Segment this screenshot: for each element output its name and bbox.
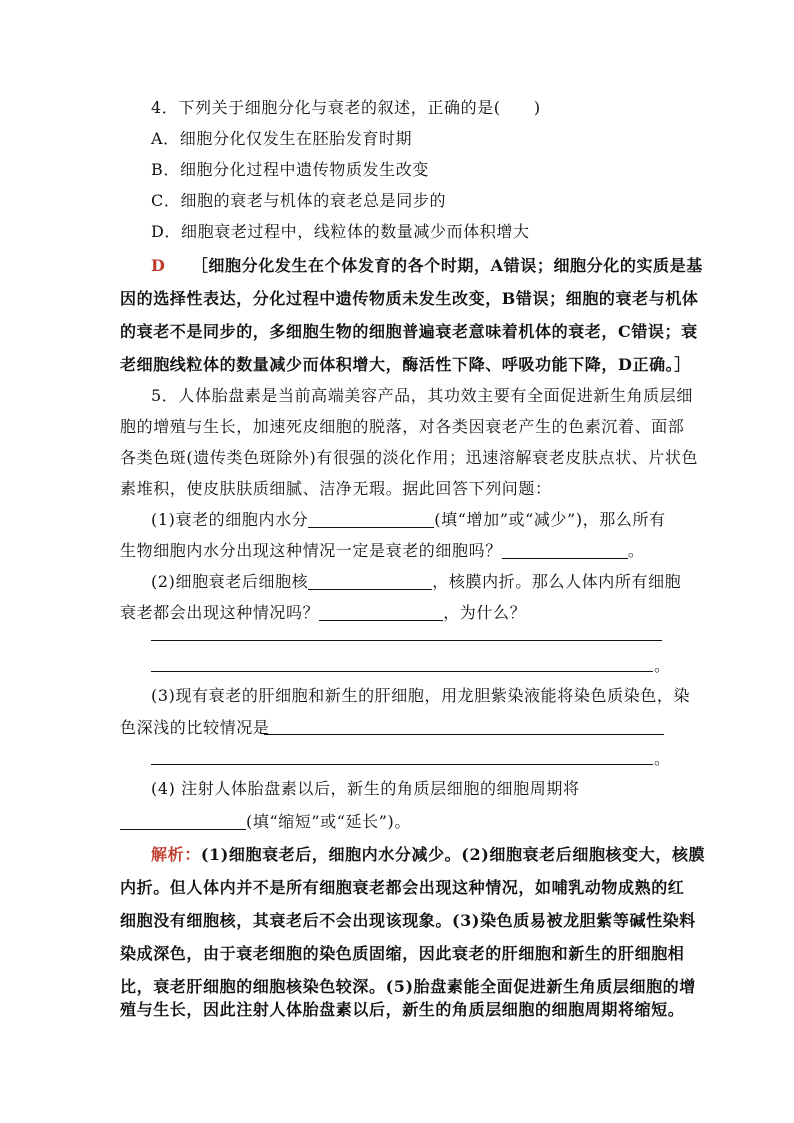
q5-part4-blank[interactable]: [120, 813, 246, 830]
q5-part1-blank-2[interactable]: [502, 542, 628, 559]
analysis-line-1: [151, 845, 705, 865]
q5-part2-text-b: ，核膜内折。那么人体内所有细胞: [432, 572, 682, 591]
q5-part2-end: 。: [654, 656, 671, 675]
q5-part2-line-1: [151, 572, 681, 592]
q4-option-c: C．细胞的衰老与机体的衰老总是同步的: [151, 191, 447, 210]
q4-option-b: B．细胞分化过程中遗传物质发生改变: [151, 160, 429, 179]
analysis-label: 解析：: [151, 845, 201, 864]
q4-stem: 4．下列关于细胞分化与衰老的叙述，正确的是( ): [151, 98, 541, 117]
q5-part1-blank-1[interactable]: [308, 511, 434, 528]
q5-part3-text-b: 色深浅的比较情况是: [120, 718, 270, 737]
q4-answer-letter: D: [151, 256, 166, 275]
q4-option-d: D．细胞衰老过程中，线粒体的数量减少而体积增大: [151, 222, 530, 241]
analysis-text-1: (1)细胞衰老后，细胞内水分减少。(2)细胞衰老后细胞核变大，核膜: [200, 845, 706, 864]
q5-part2-text-a: (2)细胞衰老后细胞核: [151, 572, 309, 591]
q5-part3-line-2: [120, 718, 269, 738]
q5-part3-line-1: (3)现有衰老的肝细胞和新生的肝细胞，用龙胆紫染液能将染色质染色，染: [151, 686, 691, 705]
q5-part4-line-1: (4) 注射人体胎盘素以后，新生的角质层细胞的细胞周期将: [151, 779, 580, 798]
q4-explanation-line-1: [151, 256, 703, 276]
q5-part3-blank-1[interactable]: [264, 734, 664, 735]
analysis-line-4: 染成深色，由于衰老细胞的染色质固缩，因此衰老的肝细胞和新生的肝细胞相: [120, 944, 685, 963]
q5-part2-blank-2[interactable]: [319, 604, 443, 621]
q4-explanation-line-2: 因的选择性表达，分化过程中遗传物质未发生改变，B错误；细胞的衰老与机体: [120, 289, 699, 308]
q5-part1-text-b: (填“增加”或“减少”)，那么所有: [434, 510, 666, 529]
q5-intro-line-2: 胞的增殖与生长，加速死皮细胞的脱落，对各类因衰老产生的色素沉着、面部: [120, 417, 685, 436]
q5-part1-text-a: (1)衰老的细胞内水分: [151, 510, 309, 529]
q5-part4-line-2: [120, 812, 411, 832]
analysis-line-2: 内折。但人体内并不是所有细胞衰老都会出现这种情况，如哺乳动物成熟的红: [120, 878, 685, 897]
q5-part2-answer-line-1[interactable]: [151, 640, 662, 641]
q5-intro-line-3: 各类色斑(遗传类色斑除外)有很强的淡化作用；迅速溶解衰老皮肤点状、片状色: [120, 448, 699, 467]
q5-part3-end: 。: [654, 749, 671, 768]
analysis-line-6: 殖与生长，因此注射人体胎盘素以后，新生的角质层细胞的细胞周期将缩短。: [120, 1000, 685, 1019]
q4-explanation-text-1: ［细胞分化发生在个体发育的各个时期，A错误；细胞分化的实质是基: [191, 256, 703, 275]
q5-part2-text-c: 衰老都会出现这种情况吗？: [120, 603, 320, 622]
q4-explanation-line-3: 的衰老不是同步的，多细胞生物的细胞普遍衰老意味着机体的衰老，C错误；衰: [120, 322, 698, 341]
q5-part1-line-2: [120, 541, 644, 561]
q5-part2-line-2: [120, 603, 526, 623]
q5-part1-text-c: 生物细胞内水分出现这种情况一定是衰老的细胞吗？: [120, 541, 502, 560]
q5-part3-answer-line-2[interactable]: [151, 764, 653, 765]
q5-part4-text-b: (填“缩短”或“延长”)。: [246, 812, 412, 831]
q4-option-a: A．细胞分化仅发生在胚胎发育时期: [151, 129, 413, 148]
q5-part1-line-1: [151, 510, 666, 530]
analysis-line-3: 细胞没有细胞核，其衰老后不会出现该现象。(3)染色质易被龙胆紫等碱性染料: [120, 911, 696, 930]
q5-part2-text-d: ，为什么？: [443, 603, 527, 622]
q5-intro-line-1: 5．人体胎盘素是当前高端美容产品，其功效主要有全面促进新生角质层细: [151, 386, 693, 405]
q5-part2-answer-line-2[interactable]: [151, 671, 653, 672]
q5-part1-end: 。: [627, 541, 645, 560]
analysis-line-5: 比，衰老肝细胞的细胞核染色较深。(5)胎盘素能全面促进新生角质层细胞的增: [120, 977, 696, 996]
q4-explanation-line-4: 老细胞线粒体的数量减少而体积增大，酶活性下降、呼吸功能下降，D正确。］: [120, 355, 691, 374]
q5-intro-line-4: 素堆积，使皮肤肤质细腻、洁净无瑕。据此回答下列问题：: [120, 479, 552, 498]
q5-part2-blank-1[interactable]: [308, 573, 432, 590]
